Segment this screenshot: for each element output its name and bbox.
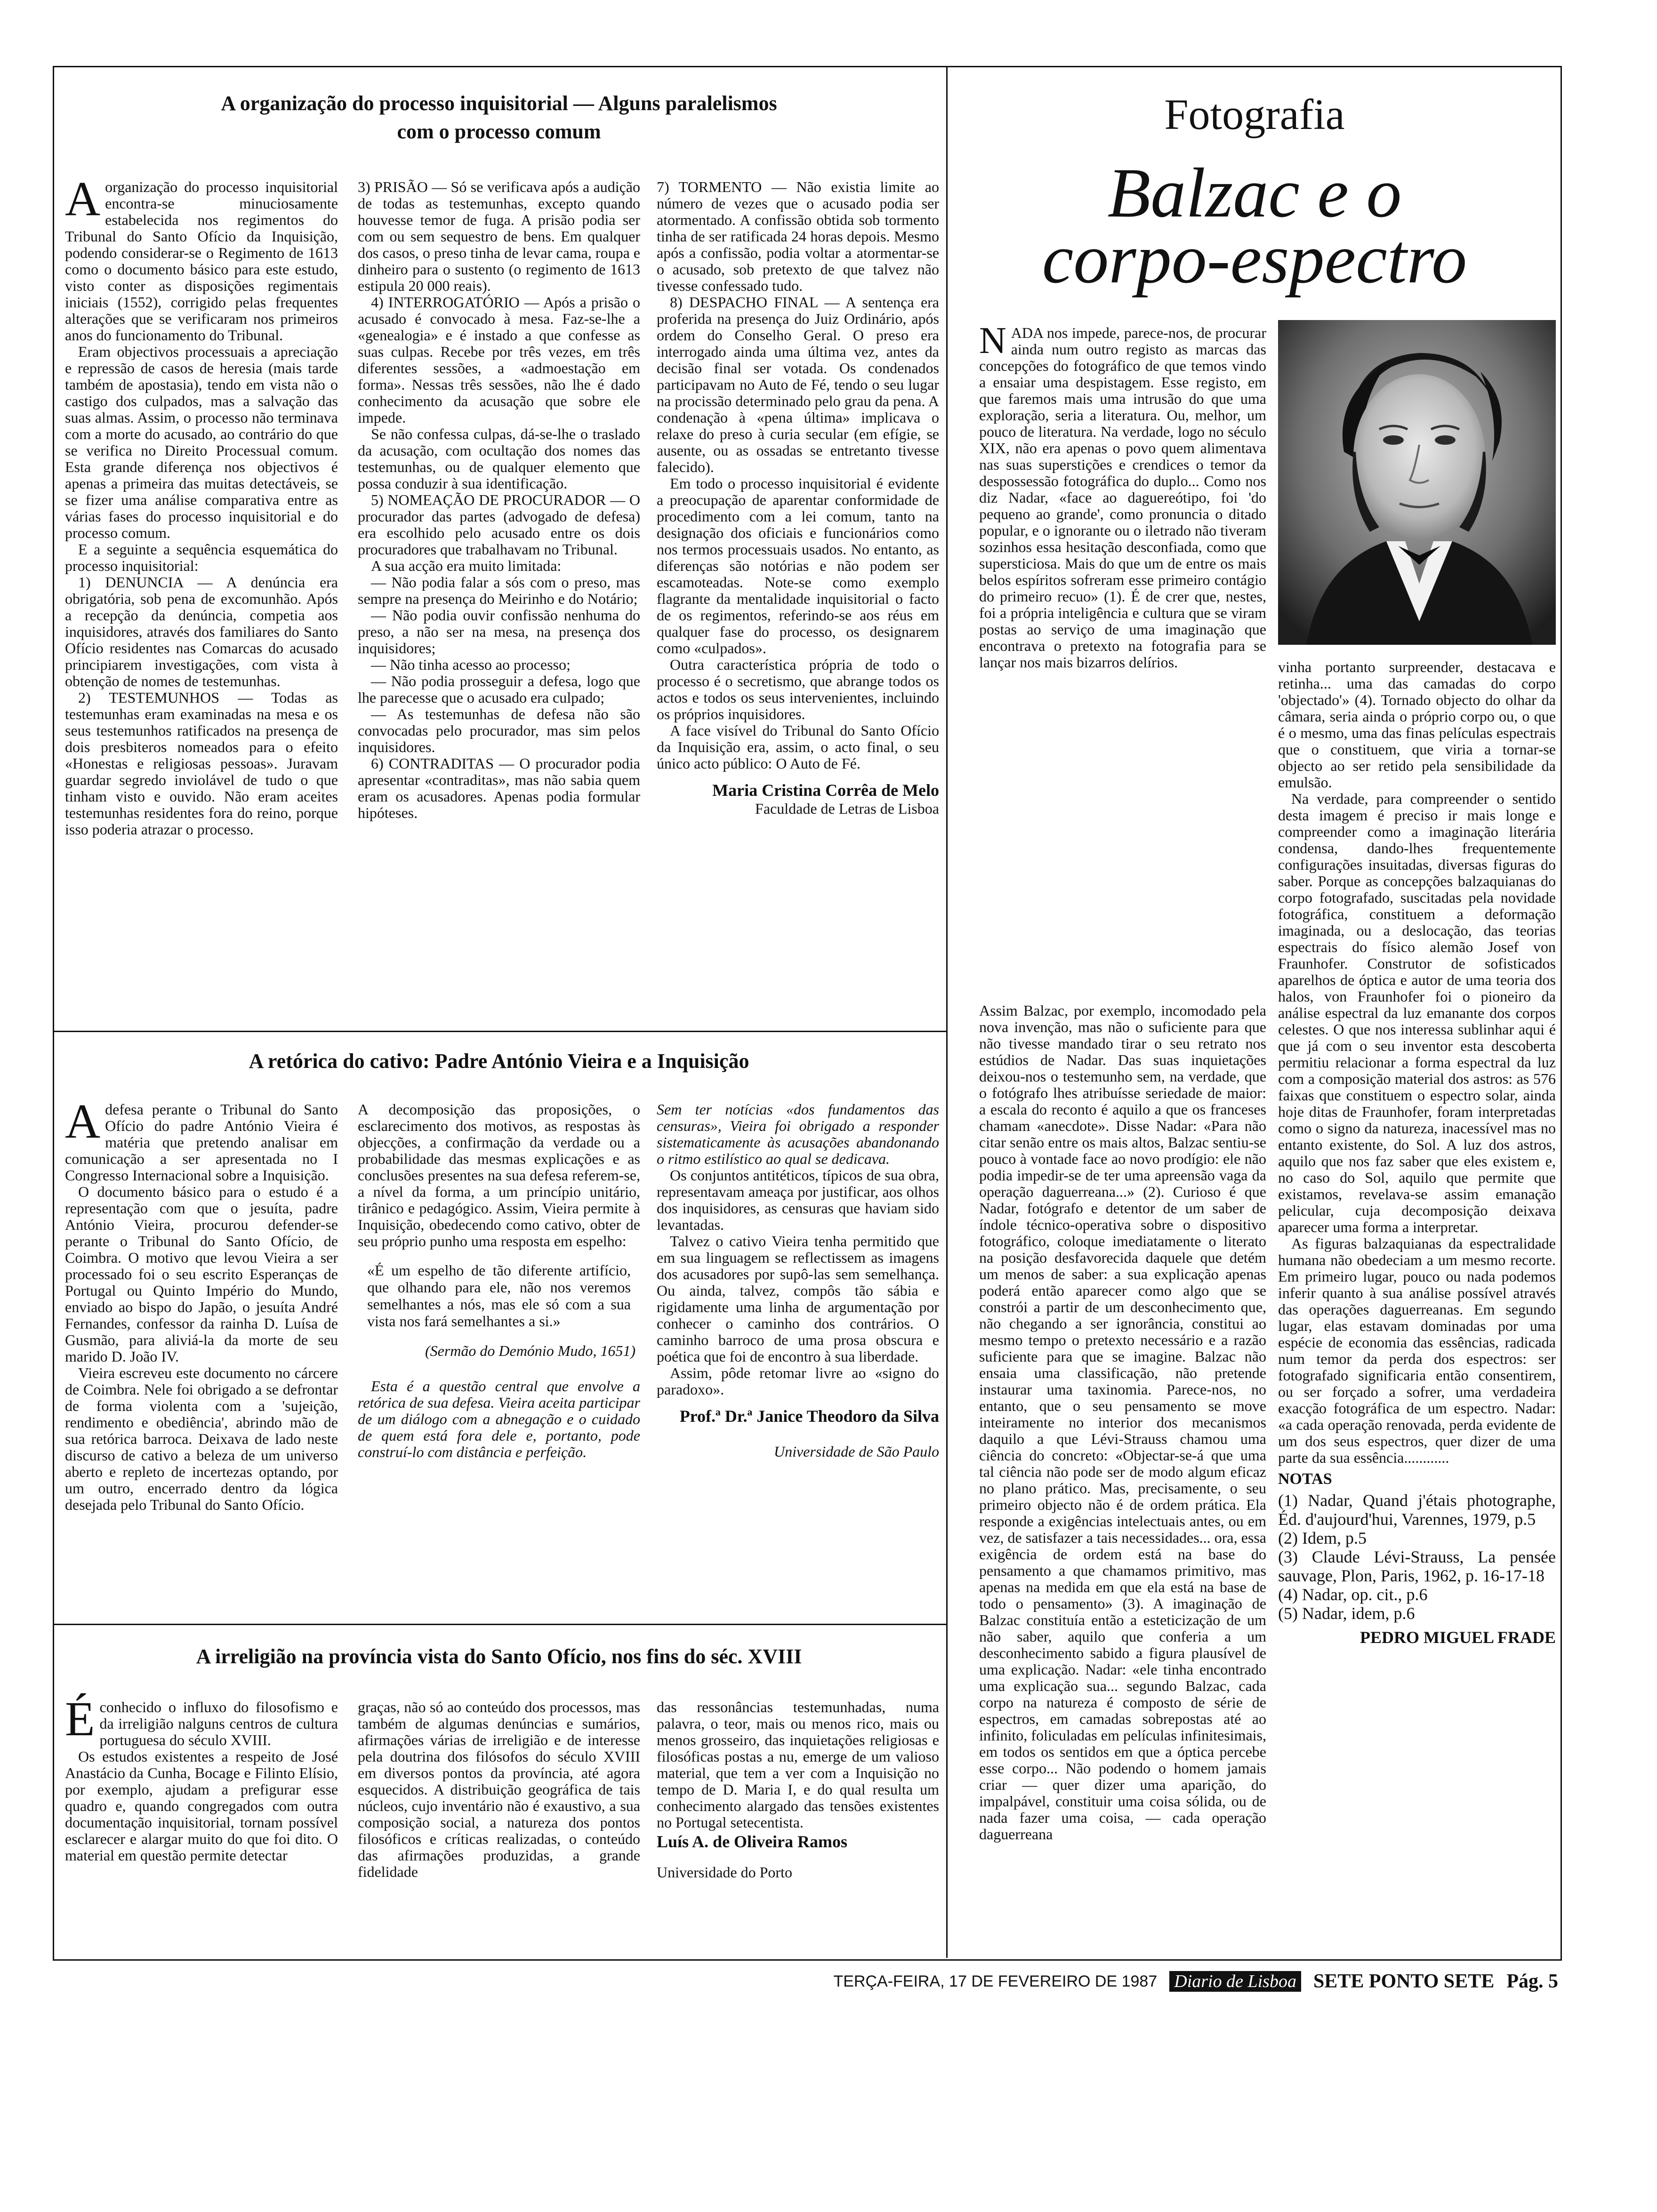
dropcap: N — [979, 320, 1006, 361]
article-inquisicao — [61, 89, 937, 146]
article-inquisicao-col1: Aorganização do processo inquisitorial encontra-se minuciosamente estabelecida nos regimentos do Tribunal do Santo Ofício da Inquisição, podendo considerar-se o Regimento de 1613 como o documento básico para este estudo, visto conter as disposições regimentais iniciais (1552), corrigido pelas frequentes alterações que se verificaram nos primeiros anos do funcionamento do Tribunal. Eram objectivos processuais a apreciação e repressão de casos de heresia (mais tarde também de apostasia), tendo em vista não o castigo dos culpados, mas a salvação das suas almas. Assim, o processo não terminava com a morte do acusado, ao contrário do que se verifica no Direito Processual comum. Esta grande diferença nos objectivos é apenas a primeira das muitas detectáveis, se se fizer uma análise comparativa entre as várias fases do processo inquisitorial e do processo comum. E a seguinte a sequência esquemática do processo inquisitorial: 1) DENUNCIA — A denúncia era obrigatória, sob pena de excomunhão. Após a recepção da denúncia, competia aos inquisidores, através dos familiares do Santo Ofício residentes nas Comarcas do acusado principiarem investigações, com vista à obtenção de nomes de testemunhas. 2) TESTEMUNHOS — Todas as testemunhas eram examinadas na mesa e os seus testemunhos ratificados na presença de dois presbiteros nomeados para o efeito «Honestas e religiosas pessoas». Juravam guardar segredo inviolável de tudo o que tinham visto e ouvido. Não eram aceites testemunhas residentes fora do reino, porque isso poderia atrazar o processo. — [65, 172, 338, 838]
article-fotografia-author: PEDRO MIGUEL FRADE — [1359, 1628, 1556, 1647]
article-inquisicao-title: A organização do processo inquisitorial — Alguns paralelismos com o processo comum — [221, 92, 777, 143]
vieira-quote: «É um espelho de tão diferente artifício, que olhando para ele, não nos veremos semelhantes a nós, mas ele só com a sua vista nos fará semelhantes a si.» — [367, 1262, 631, 1330]
article-vieira-col1: Adefesa perante o Tribunal do Santo Ofício do padre António Vieira é matéria que pretendo analisar em comunicação a ser apresentada no I Congresso Internacional sobre a Inquisição. O documento básico para o estudo é a representação com que o jesuíta, padre António Vieira, procurou defender-se perante o Tribunal do Santo Ofício, de Coimbra. O motivo que levou Vieira a ser processado foi o seu escrito Esperanças de Portugal ou Quinto Império do Mundo, enviado ao bispo do Japão, o jesuíta André Fernandes, confessor da rainha D. Luísa de Gusmão, para aliviá-la da morte de seu marido D. João IV. Vieira escreveu este documento no cárcere de Coimbra. Nele foi obrigado a se defrontar de forma violenta com a 'sujeição, rendimento e obediência', abrindo mão de sua retórica barroca. Deixava de lado neste discurso de cativo a beleza de um universo aberto e repleto de incertezas optando, por um outro, encerrado dentro da lógica desejada pelo Tribunal do Santo Ofício. — [65, 1094, 338, 1513]
note-item: (2) Idem, p.5 — [1278, 1529, 1367, 1547]
note-item: (3) Claude Lévi-Strauss, La pensée sauvage, Plon, Paris, 1962, p. 16-17-18 — [1278, 1547, 1556, 1585]
note-item: (4) Nadar, op. cit., p.6 — [1278, 1585, 1428, 1604]
article-vieira-author: Prof.ª Dr.ª Janice Theodoro da Silva — [679, 1407, 939, 1426]
article-fotografia-title: Balzac e o corpo-espectro — [1042, 154, 1467, 298]
divider-1 — [53, 1031, 947, 1032]
article-fotografia-col1: Assim Balzac, por exemplo, incomodado pela nova invenção, mas não o suficiente para que não tivesse mandado tirar o seu retrato nos estúdios de Nadar. Das suas inquietações deixou-nos o testemunho sem, na verdade, que o fotógrafo lhes atribuísse seriedade de maior: a escala do reconto é aquilo a que os franceses chamam «anecdote». Disse Nadar: «Para não citar senão entre os mais altos, Balzac sentiu-se pouco à vontade face ao novo prodígio: ele não podia impedir-se de ter uma apreensão vaga da operação daguerreana...» (2). Curioso é que Nadar, fotógrafo e detentor de um saber de índole técnico-operativa sobre o dispositivo fotográfico, coloque imediatamente o literato na posição desfavorecida daquele que detém um menos de saber: a sua explicação apenas poderá então aparecer como algo que se constrói a partir de um desconhecimento que, não chegando a ser ignorância, constitui ao mesmo tempo o pretexto necessário e a razão suficiente para que se imagine. Balzac não ensaia uma classificação, não pretende instaurar uma taxinomia. Parece-nos, no entanto, que o seu pensamento se move inteiramente no interior dos mecanismos daquilo a que Lévi-Strauss chamou uma ciência do concreto: «Objectar-se-á que uma tal ciência não pode ser de modo algum eficaz no plano prático. Mas, precisamente, o seu primeiro objecto não é de ordem prática. Ela responde a exigências intelectuais antes, ou em vez, de satisfazer a tais necessidades... ora, essa exigência de ordem está na base do pensamento a que chamamos primitivo, mas apenas na medida em que ela está na base de todo o pensamento» (3). A imaginação de Balzac constituía então a esteticização de um não saber, aquilo que conferia a um desconhecimento sabido a figura plausível de uma explicação. Nadar: «ele tinha encontrado uma explicação sua... segundo Balzac, cada corpo na natureza é composto de série de espectros, em camadas sobrepostas até ao infinito, foliculadas em películas infinitesimais, em todos os sentidos em que a óptica percebe esse corpo... Não podendo o homem jamais criar — quer dizer uma aparição, do impalpável, constituir uma coisa sólida, ou de nada fazer uma coisa, — cada operação daguerreana — [979, 1002, 1266, 1843]
footer-section: SETE PONTO SETE — [1313, 1971, 1495, 1992]
dropcap: A — [65, 172, 101, 226]
footer-date: TERÇA-FEIRA, 17 DE FEVEREIRO DE 1987 — [833, 1972, 1158, 1990]
balzac-portrait — [1278, 320, 1556, 645]
article-irreligiao-col3: das ressonâncias testemunhadas, numa palavra, o teor, mais ou menos rico, mais ou menos grosseiro, das inquietações religiosas e filosóficas postas a nu, emerge de um valioso material, que tem a ver com a Inquisição no tempo de D. Maria I, e do qual resulta um conhecimento alargado das tensões existentes no Portugal setecentista. Luís A. de Oliveira Ramos Universidade do Porto — [657, 1699, 939, 1881]
note-item: (1) Nadar, Quand j'étais photographe, Éd. d'aujourd'hui, Varennes, 1979, p.5 — [1278, 1491, 1556, 1529]
note-item: (5) Nadar, idem, p.6 — [1278, 1604, 1415, 1623]
article-irreligiao-title: A irreligião na província vista do Santo Ofício, nos fins do séc. XVIII — [196, 1645, 802, 1668]
article-vieira-col3: Sem ter notícias «dos fundamentos das censuras», Vieira foi obrigado a responder sistematicamente às acusações abandonando o ritmo estilístico ao qual se dedicava. Os conjuntos antitéticos, típicos de sua obra, representavam ameaça por justificar, aos olhos dos inquisidores, as censuras que haviam sido levantadas. Talvez o cativo Vieira tenha permitido que em sua linguagem se reflectissem as imagens dos acusadores por supô-las sem semelhança. Ou ainda, talvez, compôs tão sábia e rigidamente uma linha de argumentação por conhecer o caminho dos contrários. O caminho barroco de uma prosa obscura e poética que foi de encontro à sua liberdade. Assim, pôde retomar livre ao «signo do paradoxo». Prof.ª Dr.ª Janice Theodoro da Silva Universidade de São Paulo — [657, 1101, 939, 1460]
article-inquisicao-affiliation: Faculdade de Letras de Lisboa — [755, 800, 939, 817]
page-number: Pág. 5 — [1506, 1971, 1558, 1992]
article-inquisicao-col2: 3) PRISÃO — Só se verificava após a audição de todas as testemunhas, excepto quando houvesse temor de fuga. A prisão podia ser com ou sem sequestro de bens. Em qualquer dos casos, o preso tinha de levar cama, roupa e dinheiro para o sustento (o regimento de 1613 estipula 20 000 reais). 4) INTERROGATÓRIO — Após a prisão o acusado é convocado à mesa. Faz-se-lhe a «genealogia» e é instado a que confesse as suas culpas. Recebe por três vezes, em três diferentes sessões, a «admoestação em forma». Nessas três sessões, não lhe é dado conhecimento da acusação que sobre ele impede. Se não confessa culpas, dá-se-lhe o traslado da acusação, com ocultação dos nomes das testemunhas, ou de qualquer elemento que possa conduzir à sua identificação. 5) NOMEAÇÃO DE PROCURADOR — O procurador das partes (advogado de defesa) era escolhido pelo acusado entre os dois procuradores que trabalhavam no Tribunal. A sua acção era muito limitada: — Não podia falar a sós com o preso, mas sempre na presença do Meirinho e do Notário; — Não podia ouvir confissão nenhuma do preso, a não ser na mesa, na presença dos inquisidores; — Não tinha acesso ao processo; — Não podia prosseguir a defesa, logo que lhe parecesse que o acusado era culpado; — As testemunhas de defesa não são convocadas pelo procurador, mas sim pelos inquisidores. 6) CONTRADITAS — O procurador podia apresentar «contraditas», mas não sabia quem eram os acusadores. Apenas podia formular hipóteses. — [358, 178, 640, 821]
column-divider-main — [946, 66, 948, 1958]
article-fotografia-col2: vinha portanto surpreender, destacava e retinha... uma das camadas do corpo 'objectado'» (4). Tornado objecto do olhar da câmara, seria ainda o próprio corpo ou, o que é o mesmo, uma das finas películas espectrais que o constituem, que viria a tornar-se objecto ao ser retido pela sensibilidade da emulsão. Na verdade, para compreender o sentido desta imagem é preciso ir mais longe e compreender como a imaginação literária condensa, dando-lhes frequentemente configurações insuitadas, diversas figuras do saber. Porque as concepções balzaquianas do corpo fotografado, suscitadas pela novidade fotográfica, constituem a deformação imaginada, ou a deslocação, das teorias espectrais do físico alemão Josef von Fraunhofer. Construtor de sofisticados aparelhos de óptica e autor de uma teoria dos halos, von Fraunhofer foi o pioneiro da análise espectral da luz emanante dos corpos celestes. O que nos interessa sublinhar aqui é que já com o seu inventor esta descoberta permitiu relacionar a forma espectral da luz com a composição material dos astros: as 576 faixas que constituem o espectro solar, ainda hoje ditas de Fraunhofer, foram interpretadas como o signo da natureza, inacessível mas no entanto existente, do Sol. A luz dos astros, aquilo que nos faz saber que eles existem e, no caso do Sol, aquilo que permite que existamos, revelava-se assim emanação pelicular, cuja decomposição deixava aparecer uma forma a interpretar. As figuras balzaquianas da espectralidade humana não obedeciam a um mesmo recorte. Em primeiro lugar, pouco ou nada podemos inferir quanto à sua análise possível através das operações daguerreanas. Em segundo lugar, elas estavam dominadas por uma espécie de economia das essências, radicada num temor da perda dos espectros: ser fotografado significaria então consentirem, ou ser forçado a sofrer, uma verdadeira exacção fotográfica de um espectro. Nadar: «a cada operação renovada, perda evidente de um dos seus espectros, quer dizer de uma parte da sua essência............ NOTAS (1) Nadar, Quand j'étais photographe, Éd. d'aujourd'hui, Varennes, 1979, p.5 (2) Idem, p.5 (3) Claude Lévi-Strauss, La pensée sauvage, Plon, Paris, 1962, p. 16-17-18 (4) Nadar, op. cit., p.6 (5) Nadar, idem, p.6 PEDRO MIGUEL FRADE — [1278, 658, 1556, 1647]
notes-list — [1278, 1491, 1556, 1623]
divider-2 — [53, 1624, 947, 1625]
dropcap: A — [65, 1094, 101, 1148]
article-irreligiao-affiliation: Universidade do Porto — [657, 1864, 792, 1881]
masthead-logo: Diario de Lisboa — [1169, 1971, 1301, 1992]
article-inquisicao-col3: 7) TORMENTO — Não existia limite ao número de vezes que o acusado podia ser atormentado. A confissão obtida sob tormento tinha de ser ratificada 24 horas depois. Mesmo após a confissão, podia voltar a atormentar-se o acusado, sob pretexto de que talvez não tivesse confessado tudo. 8) DESPACHO FINAL — A sentença era proferida na presença do Juiz Ordinário, após ordem do Conselho Geral. O preso era interrogado ainda uma última vez, antes da decisão final ser votada. Os condenados participavam no Auto de Fé, tendo o seu lugar na procissão determinado pelo grau da pena. A condenação à «pena última» implicava o relaxe do preso à curia secular (em efígie, se ausente, ou as ossadas se entretanto tivesse falecido). Em todo o processo inquisitorial é evidente a preocupação de aparentar conformidade de procedimento com a lei comum, tanto na designação dos oficiais e funcionários como nos termos processuais usados. No entanto, as diferenças são notórias e não podem ser escamoteadas. Note-se como exemplo flagrante da mentalidade inquisitorial o facto de os regimentos, referindo-se aos réus em qualquer fase do processo, os designarem como «culpados». Outra característica própria de todo o processo é o secretismo, que abrange todos os actos e todos os seus intervenientes, incluindo os próprios inquisidores. A face visível do Tribunal do Santo Ofício da Inquisição era, assim, o acto final, o seu único acto público: O Auto de Fé. Maria Cristina Corrêa de Melo Faculdade de Letras de Lisboa — [657, 178, 939, 817]
article-irreligiao-author: Luís A. de Oliveira Ramos — [657, 1832, 848, 1851]
notes-heading: NOTAS — [1278, 1470, 1332, 1488]
article-irreligiao-col2: graças, não só ao conteúdo dos processos, mas também de algumas denúncias e sumários, afirmações várias de irreligião e de interesse pela doutrina dos filósofos do século XVIII em diversos pontos da província, até agora esquecidos. A distribuição geográfica de tais núcleos, cujo inventário não é exaustivo, a sua composição social, a natureza dos pontos filosóficos e críticas realizadas, o conteúdo das afirmações produzidas, a grande fidelidade — [358, 1699, 640, 1880]
article-fotografia-intro: NADA nos impede, parece-nos, de procurar ainda num outro registo as marcas das concepções do fotográfico de que temos vindo a ensaiar uma despistagem. Esse registo, em que faremos mais uma intrusão do que uma exploração, seria a literatura. Ou, melhor, um pouco de literatura. Na verdade, logo no século XIX, não era apenas o povo quem alimentava nas suas superstições e crendices o temor da despossessão fotográfica do duplo... Como nos diz Nadar, «face ao daguereótipo, foi 'do pequeno ao grande', como pronuncia o ditado popular, e o ignorante ou o iletrado não tiveram sozinhos essa hesitação desconfiada, como que supersticiosa. Mais do que um de entre os mais belos espíritos sofreram esse primeiro contágio do primeiro recuo» (1). É de crer que, nestes, foi a própria inteligência e cultura que se viram postas ao serviço de uma imaginação que encontrava o pretexto na fotografia para se lançar nos mais bizarros delírios. — [979, 320, 1266, 671]
article-vieira-col2: A decomposição das proposições, o esclarecimento dos motivos, as respostas às objecções, a confirmação da verdade ou a probabilidade das mesmas explicações e as conclusões presentes na sua defesa referem-se, a nível da forma, a um princípio unitário, tirânico e pedagógico. Assim, Vieira permite à Inquisição, obedecendo como cativo, obter de seu próprio punho uma resposta em espelho: «É um espelho de tão diferente artifício, que olhando para ele, não nos veremos semelhantes a nós, mas ele só com a sua vista nos fará semelhantes a si.» (Sermão do Demónio Mudo, 1651) Esta é a questão central que envolve a retórica de sua defesa. Vieira aceita participar de um diálogo com a abnegação e o cuidado de quem está fora dele e, portanto, pode construí-lo com distância e perfeição. — [358, 1101, 640, 1460]
portrait-image — [1278, 320, 1556, 645]
dropcap: É — [65, 1692, 95, 1746]
page-footer — [716, 1967, 1558, 1996]
article-vieira-affiliation: Universidade de São Paulo — [773, 1443, 939, 1460]
article-vieira-title: A retórica do cativo: Padre António Vieira e a Inquisição — [249, 1050, 749, 1073]
vieira-quote-source: (Sermão do Demónio Mudo, 1651) — [425, 1342, 635, 1359]
article-fotografia-kicker: Fotografia — [1164, 90, 1345, 138]
article-irreligiao-col1: Éconhecido o influxo do filosofismo e da irreligião nalguns centros de cultura portuguesa do século XVIII. Os estudos existentes a respeito de José Anastácio da Cunha, Bocage e Filinto Elísio, por exemplo, ajudam a prefigurar esse quadro e, quando congregados com outra documentação inquisitorial, tornam possível esclarecer e alargar muito do que foi dito. O material em questão permite detectar — [65, 1692, 338, 1864]
article-inquisicao-author: Maria Cristina Corrêa de Melo — [712, 781, 939, 800]
